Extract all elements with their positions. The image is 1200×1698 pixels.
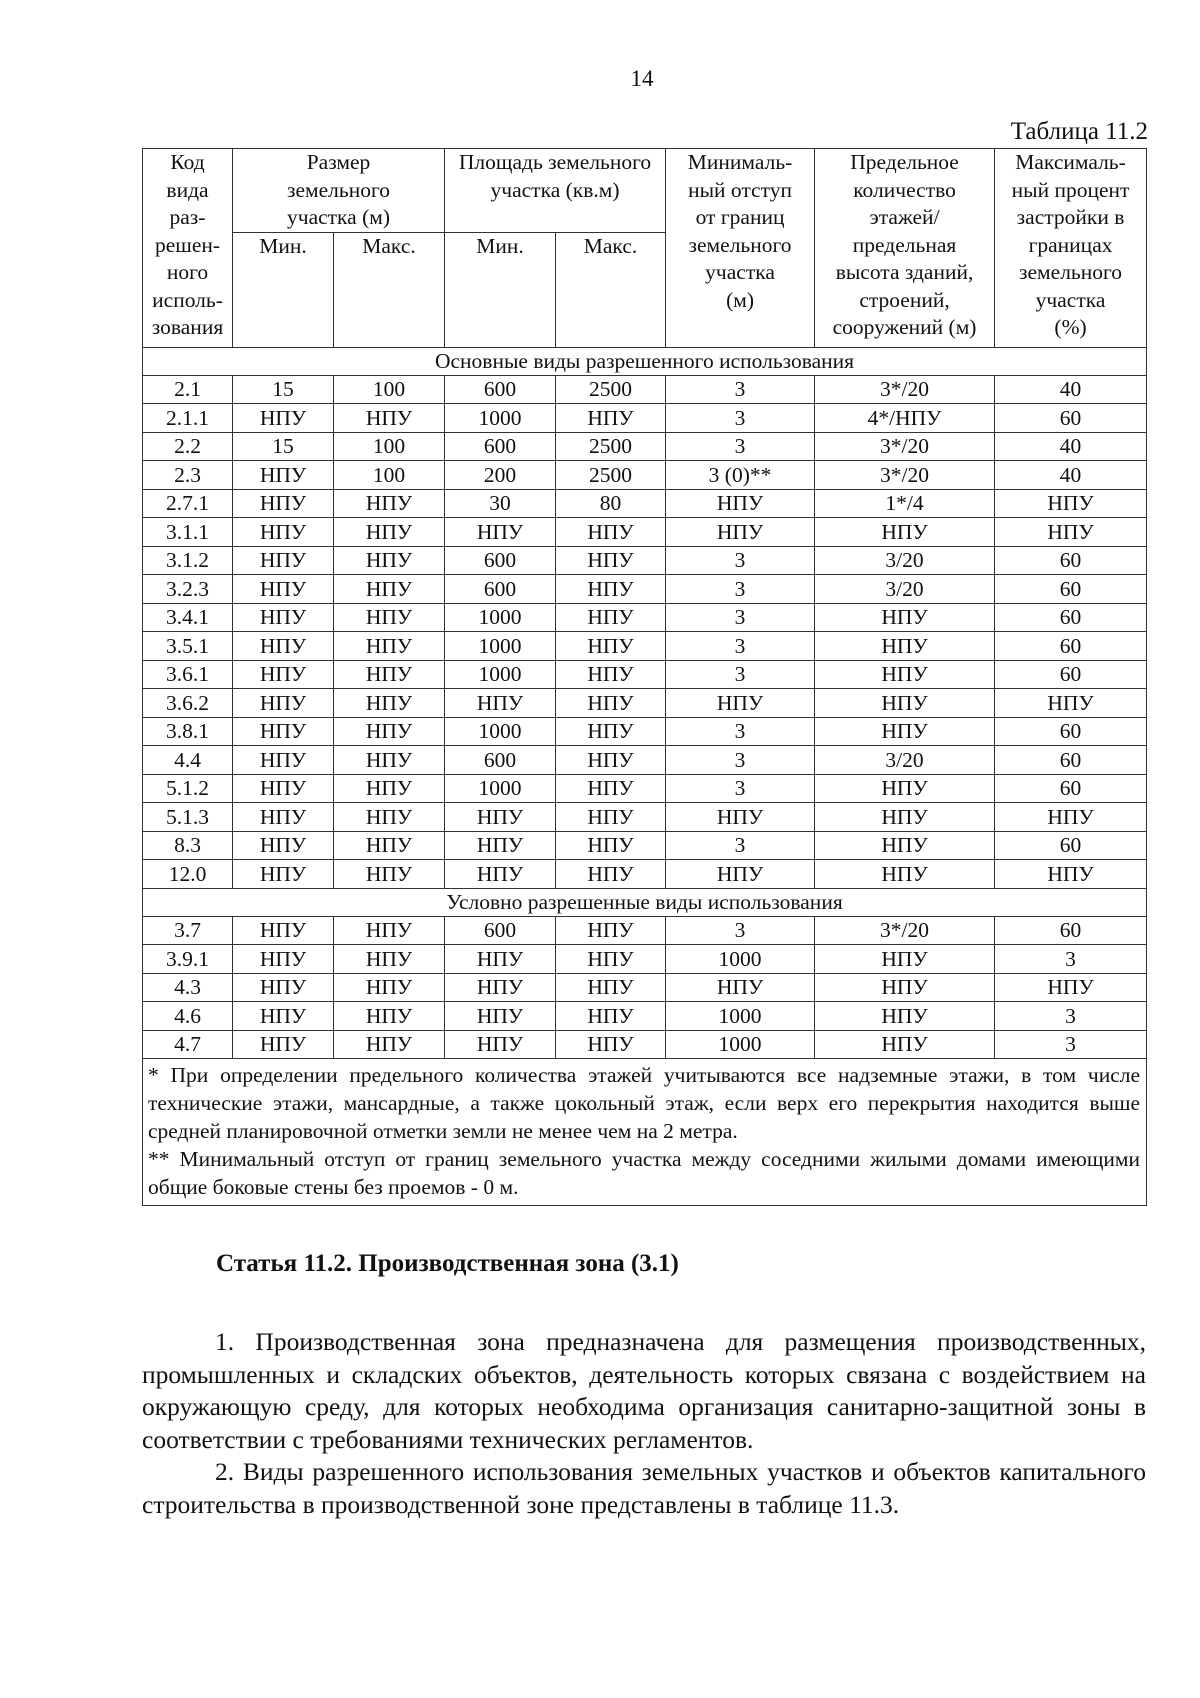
- cell-area-max: НПУ: [556, 916, 666, 945]
- cell-size-min: НПУ: [233, 803, 334, 832]
- paragraph-2: 2. Виды разрешенного использования земельных участков и объектов капитального строительства в производственной зоне представлены в таблице 11.3.: [142, 1457, 1146, 1519]
- header-line: исполь-: [152, 287, 223, 312]
- cell-coverage: 3: [995, 945, 1147, 974]
- header-size-max: Макс.: [334, 232, 445, 347]
- cell-size-max: НПУ: [334, 632, 445, 661]
- header-line: этажей/: [869, 205, 940, 229]
- header-line: Площадь земельного: [458, 150, 652, 174]
- cell-size-max: НПУ: [334, 774, 445, 803]
- cell-area-min: 600: [445, 546, 556, 575]
- header-floors: [815, 149, 995, 348]
- cell-size-max: НПУ: [334, 973, 445, 1002]
- cell-size-min: НПУ: [233, 632, 334, 661]
- cell-code: 3.1.1: [143, 518, 233, 547]
- cell-size-min: НПУ: [233, 660, 334, 689]
- cell-area-min: 600: [445, 916, 556, 945]
- header-line: участка: [1035, 287, 1106, 312]
- cell-setback: 3: [666, 774, 815, 803]
- cell-size-max: НПУ: [334, 660, 445, 689]
- cell-size-min: 15: [233, 432, 334, 461]
- cell-size-max: 100: [334, 375, 445, 404]
- cell-size-max: 100: [334, 461, 445, 490]
- cell-size-max: НПУ: [334, 518, 445, 547]
- cell-size-min: НПУ: [233, 404, 334, 433]
- article-body: [142, 1326, 1146, 1521]
- header-line: строений,: [859, 287, 950, 312]
- cell-coverage: НПУ: [995, 860, 1147, 889]
- cell-size-max: 100: [334, 432, 445, 461]
- cell-area-min: НПУ: [445, 803, 556, 832]
- cell-setback: 3: [666, 404, 815, 433]
- table-row: [143, 432, 1147, 461]
- cell-size-max: НПУ: [334, 404, 445, 433]
- cell-coverage: 60: [995, 746, 1147, 775]
- cell-floors: НПУ: [815, 632, 995, 661]
- cell-code: 2.1: [143, 375, 233, 404]
- cell-area-min: 600: [445, 375, 556, 404]
- header-code: [143, 149, 233, 348]
- cell-size-min: НПУ: [233, 546, 334, 575]
- table-row: [143, 860, 1147, 889]
- cell-code: 3.7: [143, 916, 233, 945]
- cell-setback: 3: [666, 375, 815, 404]
- table-row: [143, 717, 1147, 746]
- header-setback: [666, 149, 815, 348]
- cell-size-max: НПУ: [334, 489, 445, 518]
- cell-floors: НПУ: [815, 945, 995, 974]
- cell-area-min: 1000: [445, 404, 556, 433]
- cell-area-max: НПУ: [556, 632, 666, 661]
- article-heading: Статья 11.2. Производственная зона (3.1): [216, 1250, 679, 1277]
- cell-coverage: НПУ: [995, 689, 1147, 718]
- cell-floors: НПУ: [815, 973, 995, 1002]
- cell-area-min: 600: [445, 432, 556, 461]
- table-row: [143, 546, 1147, 575]
- cell-area-max: НПУ: [556, 803, 666, 832]
- table-row: [143, 575, 1147, 604]
- cell-area-min: 200: [445, 461, 556, 490]
- cell-area-min: НПУ: [445, 831, 556, 860]
- cell-setback: НПУ: [666, 860, 815, 889]
- note-setback: ** Минимальный отступ от границ земельного участка между соседними жилыми домами имеющими общие боковые стены без проемов - 0 м.: [148, 1147, 1141, 1199]
- cell-area-max: НПУ: [556, 660, 666, 689]
- cell-area-min: НПУ: [445, 518, 556, 547]
- section-title-conditional: Условно разрешенные виды использования: [143, 888, 1147, 916]
- cell-size-max: НПУ: [334, 746, 445, 775]
- cell-area-min: 600: [445, 575, 556, 604]
- cell-coverage: НПУ: [995, 489, 1147, 518]
- cell-size-min: НПУ: [233, 774, 334, 803]
- cell-size-min: НПУ: [233, 518, 334, 547]
- cell-size-max: НПУ: [334, 916, 445, 945]
- cell-floors: НПУ: [815, 603, 995, 632]
- cell-coverage: 60: [995, 632, 1147, 661]
- cell-code: 2.2: [143, 432, 233, 461]
- cell-size-max: НПУ: [334, 803, 445, 832]
- table-row: [143, 774, 1147, 803]
- zoning-parameters-table: [142, 148, 1147, 1206]
- header-line: от границ: [695, 205, 785, 229]
- notes-row: [143, 1059, 1147, 1206]
- header-line: ного: [166, 260, 209, 284]
- cell-coverage: 60: [995, 603, 1147, 632]
- cell-code: 3.5.1: [143, 632, 233, 661]
- cell-area-max: НПУ: [556, 860, 666, 889]
- cell-size-max: НПУ: [334, 1002, 445, 1031]
- table-row: [143, 404, 1147, 433]
- cell-coverage: 60: [995, 831, 1147, 860]
- header-line: (%): [1054, 315, 1087, 339]
- table-row: [143, 518, 1147, 547]
- cell-area-max: НПУ: [556, 1002, 666, 1031]
- header-line: вида: [166, 177, 209, 202]
- header-line: земельного: [287, 177, 391, 202]
- cell-code: 5.1.3: [143, 803, 233, 832]
- cell-area-max: НПУ: [556, 575, 666, 604]
- header-line: границах: [1028, 232, 1113, 257]
- cell-area-min: НПУ: [445, 689, 556, 718]
- cell-floors: НПУ: [815, 660, 995, 689]
- header-line: количество: [853, 177, 956, 202]
- cell-floors: НПУ: [815, 717, 995, 746]
- cell-area-min: 1000: [445, 660, 556, 689]
- cell-setback: 3: [666, 546, 815, 575]
- cell-floors: НПУ: [815, 774, 995, 803]
- cell-floors: 1*/4: [815, 489, 995, 518]
- header-line: земельного: [1019, 260, 1123, 284]
- header-line: предельная: [852, 232, 957, 257]
- header-line: высота зданий,: [835, 260, 974, 284]
- cell-setback: 3: [666, 660, 815, 689]
- cell-area-min: 600: [445, 746, 556, 775]
- cell-coverage: 60: [995, 546, 1147, 575]
- table-row: [143, 973, 1147, 1002]
- cell-setback: НПУ: [666, 803, 815, 832]
- header-area-max: Макс.: [556, 232, 666, 347]
- cell-size-max: НПУ: [334, 831, 445, 860]
- table-row: [143, 632, 1147, 661]
- cell-floors: 4*/НПУ: [815, 404, 995, 433]
- cell-area-max: НПУ: [556, 831, 666, 860]
- cell-code: 8.3: [143, 831, 233, 860]
- cell-code: 3.4.1: [143, 603, 233, 632]
- cell-coverage: НПУ: [995, 803, 1147, 832]
- cell-area-min: 1000: [445, 603, 556, 632]
- paragraph-1: 1. Производственная зона предназначена для размещения производственных, промышленных и складских объектов, деятельность которых связана с воздействием на окружающую среду, для которых необходима организация санитарно-защитной зоны в соответствии с требованиями технических регламентов.: [142, 1327, 1146, 1454]
- cell-setback: 1000: [666, 945, 815, 974]
- table-notes: [143, 1059, 1147, 1206]
- cell-size-max: НПУ: [334, 945, 445, 974]
- cell-setback: 3: [666, 575, 815, 604]
- header-line: застройки в: [1016, 205, 1125, 229]
- cell-coverage: НПУ: [995, 518, 1147, 547]
- cell-size-min: НПУ: [233, 489, 334, 518]
- cell-code: 5.1.2: [143, 774, 233, 803]
- cell-coverage: 60: [995, 404, 1147, 433]
- cell-setback: 1000: [666, 1002, 815, 1031]
- cell-setback: НПУ: [666, 973, 815, 1002]
- cell-size-min: НПУ: [233, 831, 334, 860]
- table-row: [143, 375, 1147, 404]
- cell-coverage: 3: [995, 1030, 1147, 1059]
- cell-floors: 3/20: [815, 575, 995, 604]
- cell-area-max: НПУ: [556, 518, 666, 547]
- cell-size-max: НПУ: [334, 689, 445, 718]
- cell-size-min: НПУ: [233, 945, 334, 974]
- cell-code: 3.9.1: [143, 945, 233, 974]
- header-area-min: Мин.: [445, 232, 556, 347]
- header-line: Максималь-: [1015, 150, 1126, 174]
- cell-setback: 3: [666, 432, 815, 461]
- cell-area-max: 2500: [556, 461, 666, 490]
- cell-size-min: НПУ: [233, 575, 334, 604]
- cell-setback: 3: [666, 831, 815, 860]
- cell-area-max: НПУ: [556, 546, 666, 575]
- header-line: Размер: [306, 150, 371, 174]
- header-line: раз-: [169, 205, 206, 229]
- cell-code: 2.3: [143, 461, 233, 490]
- cell-area-max: 2500: [556, 375, 666, 404]
- cell-area-max: НПУ: [556, 746, 666, 775]
- notes-cell: [143, 1059, 1147, 1206]
- cell-setback: 3: [666, 717, 815, 746]
- cell-area-max: 80: [556, 489, 666, 518]
- cell-floors: НПУ: [815, 518, 995, 547]
- cell-size-max: НПУ: [334, 603, 445, 632]
- cell-coverage: 60: [995, 575, 1147, 604]
- cell-floors: НПУ: [815, 1030, 995, 1059]
- cell-coverage: 60: [995, 717, 1147, 746]
- cell-floors: 3*/20: [815, 432, 995, 461]
- table-row: [143, 916, 1147, 945]
- cell-area-max: НПУ: [556, 717, 666, 746]
- header-line: земельного: [688, 232, 792, 257]
- cell-coverage: НПУ: [995, 973, 1147, 1002]
- header-line: Предельное: [850, 150, 959, 174]
- cell-code: 12.0: [143, 860, 233, 889]
- cell-code: 4.4: [143, 746, 233, 775]
- cell-setback: 3: [666, 632, 815, 661]
- cell-code: 3.1.2: [143, 546, 233, 575]
- cell-floors: НПУ: [815, 1002, 995, 1031]
- cell-code: 2.1.1: [143, 404, 233, 433]
- cell-setback: НПУ: [666, 518, 815, 547]
- cell-setback: 3: [666, 746, 815, 775]
- cell-size-min: НПУ: [233, 746, 334, 775]
- cell-area-max: НПУ: [556, 1030, 666, 1059]
- cell-code: 3.8.1: [143, 717, 233, 746]
- cell-code: 4.6: [143, 1002, 233, 1031]
- table-row: [143, 945, 1147, 974]
- cell-setback: 3: [666, 603, 815, 632]
- cell-size-max: НПУ: [334, 546, 445, 575]
- cell-area-max: НПУ: [556, 774, 666, 803]
- table-row: [143, 489, 1147, 518]
- cell-area-min: 1000: [445, 717, 556, 746]
- cell-floors: НПУ: [815, 803, 995, 832]
- table-body: [143, 347, 1147, 888]
- cell-floors: 3*/20: [815, 461, 995, 490]
- cell-size-min: НПУ: [233, 689, 334, 718]
- cell-coverage: 60: [995, 660, 1147, 689]
- header-line: (м): [726, 287, 754, 312]
- header-line: ный отступ: [688, 177, 792, 202]
- cell-size-min: НПУ: [233, 717, 334, 746]
- cell-size-max: НПУ: [334, 860, 445, 889]
- cell-area-min: НПУ: [445, 1030, 556, 1059]
- cell-floors: НПУ: [815, 831, 995, 860]
- header-line: участка: [705, 260, 775, 284]
- cell-coverage: 40: [995, 375, 1147, 404]
- header-line: Минималь-: [687, 150, 793, 174]
- cell-area-min: 30: [445, 489, 556, 518]
- cell-size-max: НПУ: [334, 717, 445, 746]
- header-coverage: [995, 149, 1147, 348]
- cell-area-min: 1000: [445, 632, 556, 661]
- cell-setback: 3: [666, 916, 815, 945]
- header-line: зования: [151, 315, 224, 339]
- header-size: [233, 149, 445, 233]
- header-line: участка (м): [287, 205, 391, 229]
- cell-size-min: НПУ: [233, 973, 334, 1002]
- cell-floors: 3/20: [815, 746, 995, 775]
- table-row: [143, 746, 1147, 775]
- cell-floors: 3*/20: [815, 375, 995, 404]
- cell-floors: НПУ: [815, 860, 995, 889]
- cell-area-max: НПУ: [556, 689, 666, 718]
- cell-floors: НПУ: [815, 689, 995, 718]
- cell-size-min: НПУ: [233, 1030, 334, 1059]
- table-caption: Таблица 11.2: [1010, 118, 1148, 145]
- cell-area-max: НПУ: [556, 603, 666, 632]
- table-row: [143, 1030, 1147, 1059]
- cell-code: 3.6.2: [143, 689, 233, 718]
- cell-code: 4.3: [143, 973, 233, 1002]
- cell-setback: 1000: [666, 1030, 815, 1059]
- header-line: сооружений (м): [832, 315, 977, 339]
- cell-code: 2.7.1: [143, 489, 233, 518]
- cell-coverage: 3: [995, 1002, 1147, 1031]
- header-area: [445, 149, 666, 233]
- cell-area-min: НПУ: [445, 945, 556, 974]
- header-line: Код: [170, 150, 205, 174]
- cell-size-min: НПУ: [233, 1002, 334, 1031]
- header-line: ный процент: [1011, 177, 1130, 202]
- section-row-conditional: [143, 888, 1147, 916]
- table-row: [143, 603, 1147, 632]
- cell-coverage: 60: [995, 774, 1147, 803]
- cell-coverage: 40: [995, 461, 1147, 490]
- cell-area-min: НПУ: [445, 860, 556, 889]
- cell-area-min: НПУ: [445, 973, 556, 1002]
- section-title-main: Основные виды разрешенного использования: [143, 347, 1147, 375]
- cell-area-min: 1000: [445, 774, 556, 803]
- cell-coverage: 60: [995, 916, 1147, 945]
- table-row: [143, 831, 1147, 860]
- cell-code: 3.2.3: [143, 575, 233, 604]
- cell-area-max: НПУ: [556, 973, 666, 1002]
- cell-size-min: НПУ: [233, 916, 334, 945]
- note-floors: * При определении предельного количества этажей учитываются все надземные этажи, в том числе технические этажи, мансардные, а также цокольный этаж, если верх его перекрытия находится выше средней планировочной отметки земли не менее чем на 2 метра.: [148, 1063, 1141, 1143]
- cell-code: 3.6.1: [143, 660, 233, 689]
- table-row: [143, 660, 1147, 689]
- cell-area-max: 2500: [556, 432, 666, 461]
- header-line: решен-: [154, 232, 221, 257]
- cell-size-min: НПУ: [233, 603, 334, 632]
- cell-size-min: НПУ: [233, 461, 334, 490]
- table-row: [143, 803, 1147, 832]
- cell-setback: НПУ: [666, 489, 815, 518]
- cell-area-max: НПУ: [556, 945, 666, 974]
- cell-floors: 3*/20: [815, 916, 995, 945]
- cell-code: 4.7: [143, 1030, 233, 1059]
- table-row: [143, 689, 1147, 718]
- cell-setback: 3 (0)**: [666, 461, 815, 490]
- cell-size-min: 15: [233, 375, 334, 404]
- cell-setback: НПУ: [666, 689, 815, 718]
- cell-floors: 3/20: [815, 546, 995, 575]
- table-header: [143, 149, 1147, 348]
- table-row: [143, 461, 1147, 490]
- cell-size-max: НПУ: [334, 1030, 445, 1059]
- cell-coverage: 40: [995, 432, 1147, 461]
- page-number: 14: [630, 66, 654, 91]
- section-row-main: [143, 347, 1147, 375]
- cell-size-min: НПУ: [233, 860, 334, 889]
- table-body-conditional: [143, 888, 1147, 1059]
- header-size-min: Мин.: [233, 232, 334, 347]
- cell-size-max: НПУ: [334, 575, 445, 604]
- header-line: участка (кв.м): [490, 177, 620, 202]
- cell-area-max: НПУ: [556, 404, 666, 433]
- cell-area-min: НПУ: [445, 1002, 556, 1031]
- table-row: [143, 1002, 1147, 1031]
